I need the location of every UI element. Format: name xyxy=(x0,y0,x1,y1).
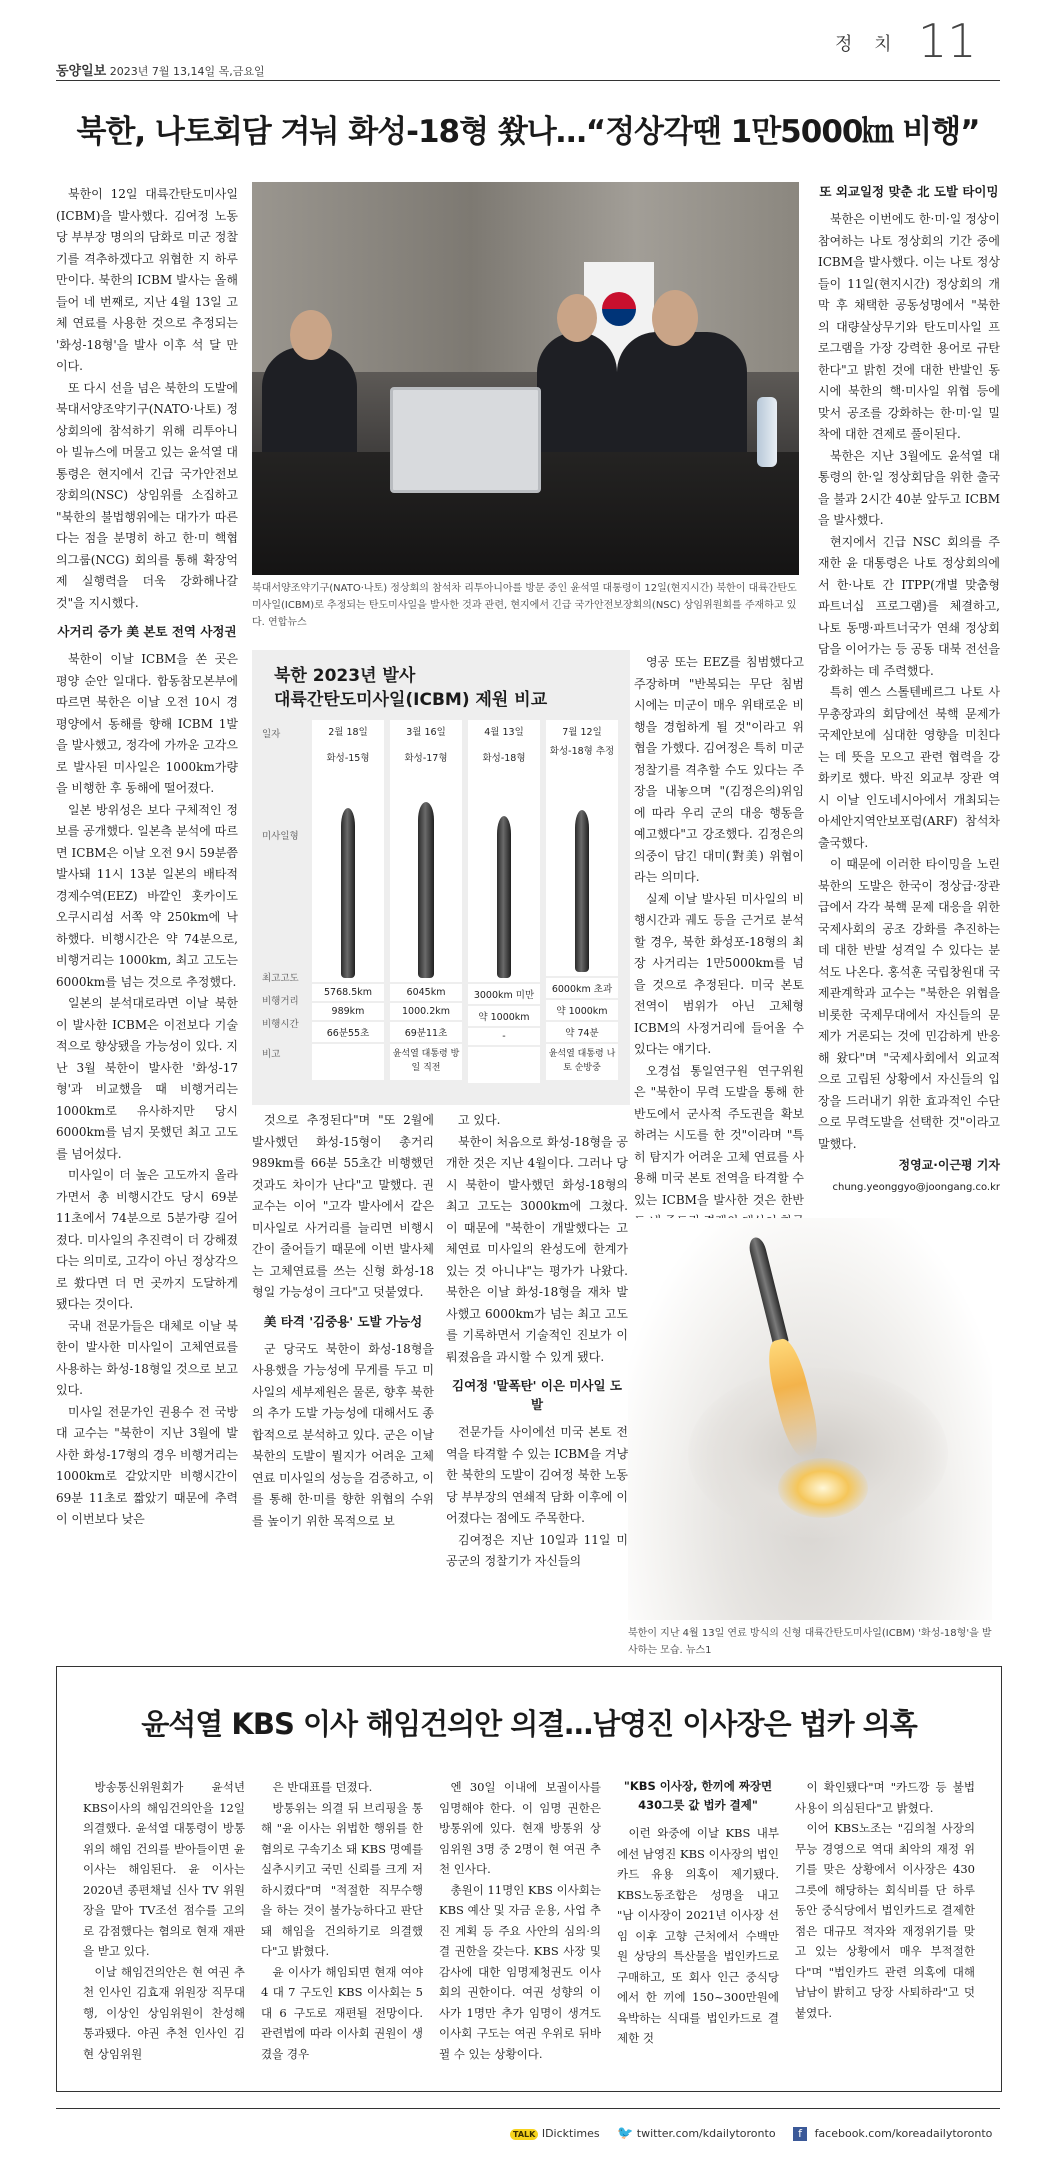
paragraph: 고 있다. xyxy=(458,1113,501,1127)
spec-name: 화성-18형 추정 xyxy=(546,742,618,782)
spec-column-hwasong18 xyxy=(468,720,540,1090)
spec-column-hwasong15 xyxy=(312,720,384,1090)
subheading: 또 외교일정 맞춘 北 도발 타이밍 xyxy=(819,184,999,199)
photo-missile-body xyxy=(747,1236,789,1347)
article-column-4 xyxy=(818,182,1000,1222)
spec-distance: 989km xyxy=(312,1003,384,1020)
spec-distance: 1000.2km xyxy=(390,1003,462,1020)
paragraph: 북한은 지난 3월에도 윤석열 대통령의 한·일 정상회담을 위한 출국을 불과 2시간 40분 앞두고 ICBM을 발사했다. xyxy=(818,448,1000,527)
paragraph: 북한이 이날 ICBM을 쏜 곳은 평양 순안 일대다. 합동참모본부에 따르면 북한은 이날 오전 10시 경 평양에서 동해를 향해 ICBM 1발을 발사했고, 정각에 가까운 고각으로 발사된 미사일은 1000km가량을 비행한 후 동해에 떨어졌다. xyxy=(56,652,238,795)
missile-hwasong15 xyxy=(341,808,355,978)
footer-social xyxy=(510,2126,992,2141)
spec-note xyxy=(468,1047,540,1083)
kbs-headline: 윤석열 KBS 이사 해임건의안 의결…남영진 이사장은 법카 의혹 xyxy=(141,1707,917,1741)
paragraph: 이날 해임건의안은 현 여권 추천 인사인 김효재 위원장 직무대행, 이상인 상임위원이 찬성해 통과됐다. 야권 추천 인사인 김현 상임위원 xyxy=(83,1964,245,2061)
paragraph: 것으로 추정된다"며 "또 2월에 발사했던 화성-15형이 총거리 989km를 66분 55초간 비행했던 것과도 차이가 난다"고 말했다. 권 교수는 이어 "고각 발사에서 같은 미사일로 사거리를 늘리면 비행시간이 줄어들기 때문에 이번 발사체는 고체연료를 쓰는 신형 화성-18형일 가능성이 크다"고 덧붙였다. xyxy=(252,1113,434,1299)
kbs-column-1 xyxy=(83,1777,245,2077)
paragraph: 일본의 분석대로라면 이날 북한이 발사한 ICBM은 이전보다 기술적으로 향상됐을 가능성이 있다. 지난 3월 북한이 발사한 '화성-17형'과 비교했을 때 비행거리는 1000km로 유사하지만 당시 6000km를 넘지 못했던 최고 고도를 넘어섰다. xyxy=(56,996,238,1161)
spec-altitude: 6000km 초과 xyxy=(546,978,618,998)
photo-person-middle xyxy=(537,332,617,462)
spec-name: 화성-18형 xyxy=(468,742,540,788)
spec-note: 윤석열 대통령 방일 직전 xyxy=(390,1044,462,1080)
twitter-icon: 🐦 xyxy=(617,2126,634,2141)
spec-date: 2월 18일 xyxy=(312,720,384,742)
missile-hwasong18-estimated xyxy=(575,810,589,972)
spec-date: 3월 16일 xyxy=(390,720,462,742)
paragraph: 이어 KBS노조는 "김의철 사장의 무능 경영으로 역대 최악의 재정 위기를 맞은 상황에서 이사장은 430그릇에 해당하는 회식비를 단 하루 동안 중식당에서 법인카드로 결제한 점은 대규모 적자와 재정위기를 맞고 있는 상황에서 매우 부적절한다"며 "법인카드 관련 의혹에 대해 남남이 밝히고 당장 사퇴하라"고 덧붙였다. xyxy=(795,1821,975,2020)
article-column-2 xyxy=(252,1110,434,1610)
paragraph: 영공 또는 EEZ를 침범했다고 주장하며 "반복되는 무단 침범 시에는 미군이 매우 위태로운 비행을 경험하게 될 것"이라고 위협을 가했다. 김여정은 특히 미군 정찰기를 격추할 수도 있다는 주장을 내놓으며 "(김정은의)위임에 따라 우리 군의 대응 행동을 예고했다"고 강조했다. 김정은의 의중이 담긴 대미(對美) 위협이라는 의미다. xyxy=(634,655,804,884)
byline-email: chung.yeonggyo@joongang.co.kr xyxy=(832,1181,1000,1193)
facebook-icon: f xyxy=(793,2127,807,2141)
paragraph: 미사일 전문가인 권용수 전 국방대 교수는 "북한이 지난 3월에 발사한 화성-17형의 경우 비행거리는 1000km로 같았지만 비행시간이 69분 11초로 짧았기 때문에 추력이 이번보다 낮은 xyxy=(56,1404,238,1526)
header-rule xyxy=(56,80,1000,81)
row-label-note: 비고 xyxy=(262,1049,281,1060)
spec-time: 66분55초 xyxy=(312,1022,384,1042)
photo-person-right-head xyxy=(652,290,698,346)
missile-hwasong18 xyxy=(497,816,511,978)
spec-distance: 약 1000km xyxy=(546,1000,618,1020)
paper-name: 동양일보 xyxy=(56,64,107,79)
photo-water-bottle xyxy=(757,397,777,467)
paragraph: 현지에서 긴급 NSC 회의를 주재한 윤 대통령은 나토 정상회의에서 한·나토 간 ITPP(개별 맞춤형 파트너십 프로그램)를 체결하고, 나토 동맹·파트너국가 연쇄 정상회담을 이어가는 등 공동 대북 전선을 강화하는 데 주력했다. xyxy=(818,534,1000,678)
paragraph: 북한은 이번에도 한·미·일 정상이 참여하는 나토 정상회의 기간 중에 ICBM을 발사했다. 이는 나토 정상들이 11일(현지시간) 정상회의 개막 후 채택한 공동성명에서 "북한의 대량살상무기와 탄도미사일 프로그램을 가장 강력한 용어로 규탄한다"고 밝힌 것에 대한 반발인 동시에 북한의 핵·미사일 위협 등에 맞서 공조를 강화하는 한·미·일 밀착에 대한 견제로 풀이된다. xyxy=(818,212,1000,441)
spec-name: 화성-17형 xyxy=(390,742,462,788)
subheading: 김여정 '말폭탄' 이은 미사일 도발 xyxy=(452,1378,622,1412)
paragraph: 이 확인됐다"며 "카드깡 등 불법 사용이 의심된다"고 밝혔다. xyxy=(795,1780,975,1815)
row-label-altitude: 최고고도 xyxy=(262,973,299,984)
main-headline: 북한, 나토회담 겨눠 화성-18형 쐈나…“정상각땐 1만5000㎞ 비행” xyxy=(76,114,980,150)
subheading: 사거리 증가 美 본토 전역 사정권 xyxy=(57,624,237,639)
masthead xyxy=(56,60,265,79)
spec-note xyxy=(312,1044,384,1080)
kakao-id[interactable]: IDicktimes xyxy=(541,2127,600,2140)
row-label-distance: 비행거리 xyxy=(262,996,299,1007)
paragraph: 총원이 11명인 KBS 이사회는 KBS 예산 및 자금 운용, 사업 추진 계획 등 주요 사안의 심의·의결 권한을 갖는다. KBS 사장 및 감사에 대한 임명제청권도 이사회의 권한이다. 여권 성향의 이사가 1명만 추가 임명이 생겨도 이사회 구도는 여권 우위로 뒤바뀔 수 있는 상황이다. xyxy=(439,1882,602,2061)
paragraph: 오경섭 통일연구원 연구위원은 "북한이 무력 도발을 통해 한반도에서 군사적 주도권을 확보하려는 시도를 한 것"이라며 "특히 탐지가 어려운 고체 연료를 사용해 미국 본토 전역을 타격할 수 있는 ICBM을 발사한 것은 한반 xyxy=(634,1063,804,1207)
photo-exhaust-flame xyxy=(778,1458,868,1518)
subheading: 美 타격 '김중용' 도발 가능성 xyxy=(263,1313,423,1329)
paragraph: 군 당국도 북한이 화성-18형을 사용했을 가능성에 무게를 두고 미사일의 세부제원은 물론, 향후 북한의 추가 도발 가능성에 대해서도 종합적으로 분석하고 있다. 군은 이날 북한의 도발이 뭘지가 어려운 고체 연료 미사일의 성능을 검증하고, 이를 통해 한·미를 향한 위협의 수위를 높이기 위한 목적으로 보 xyxy=(252,1341,434,1528)
paragraph: 엔 30일 이내에 보궐이사를 임명해야 한다. 이 임명 권한은 방통위에 있다. 현재 방통위 상임위원 3명 중 2명이 현 여권 추천 인사다. xyxy=(439,1780,601,1876)
photo-nsc-meeting xyxy=(252,182,799,575)
kbs-column-5 xyxy=(795,1777,975,2077)
spec-date: 4월 13일 xyxy=(468,720,540,742)
spec-distance: 약 1000km xyxy=(468,1006,540,1026)
article-column-1 xyxy=(56,184,238,1584)
spec-time: - xyxy=(468,1028,540,1045)
spec-column-hwasong18-estimated xyxy=(546,720,618,1090)
paragraph: 이 때문에 이러한 타이밍을 노린 북한의 도발은 한국이 정상급·장관급에서 각각 북핵 문제 대응을 위한 국제사회의 공조 강화를 추진하는 데 대한 반발 성격일 수 있다는 분석도 나온다. 홍석훈 국립창원대 국제관계학과 교수는 "북한은 위협을 비롯한 국제무대에서 자신들의 문제가 거론되는 것에 민감하게 반응해 왔다"며 "국제사회에서 외교적으로 고립된 상황에서 자신들의 입장을 드러내기 위한 효과적인 수단으로 무력도발을 선택한 것"이라고 말했다. xyxy=(818,857,1000,1151)
paragraph: 은 반대표를 던졌다. xyxy=(272,1780,373,1794)
spec-missile xyxy=(390,788,462,982)
spec-missile xyxy=(468,788,540,982)
photo-laptop xyxy=(390,387,541,493)
infobox-title-line2: 대륙간탄도미사일(ICBM) 제원 비교 xyxy=(274,690,548,710)
photo-caption-1: 북대서양조약기구(NATO·나토) 정상회의 참석차 리투아니아를 방문 중인 윤석열 대통령이 12일(현지시간) 북한이 대륙간탄도미사일(ICBM)로 추정되는 탄도미사일을 발사한 것과 관련, 현지에서 긴급 국가안전보장회의(NSC) 상임위원회를 주재하고 있다. 연합뉴스 xyxy=(252,583,797,628)
paragraph: 윤 이사가 해임되면 현재 여야 4 대 7 구도인 KBS 이사회는 5 대 6 구도로 재편될 전망이다. 관련법에 따라 이사회 권원이 생겼을 경우 xyxy=(261,1964,423,2061)
paragraph: 특히 옌스 스톨텐베르그 나토 사무총장과의 회담에선 북핵 문제가 국제안보에 심대한 영향을 미친다는 데 뜻을 모으고 관련 협력을 강화키로 했다. 박진 외교부 장관 역시 이날 인도네시아에서 개최되는 아세안지역안보포럼(ARF) 참석차 출국했다. xyxy=(818,685,1000,850)
section-label: 정 치 xyxy=(835,34,900,55)
missile-hwasong17 xyxy=(418,802,434,978)
paragraph: 국내 전문가들은 대체로 이날 북한이 발사한 미사일이 고체연료를 사용하는 화성-18형일 것으로 보고 있다. xyxy=(56,1318,238,1397)
paragraph: 이런 와중에 이날 KBS 내부에선 남영진 KBS 이사장의 법인카드 유용 의혹이 제기됐다. KBS노동조합은 성명을 내고 "남 이사장이 2021년 이사장 선임 이후 고향 근처에서 수백만 원 상당의 특산물을 법인카드로 구매하고, 또 회사 인근 중식당에서 한 끼에 150~300만원에 육박하는 식대를 법인카드로 결제한 것 xyxy=(617,1826,779,2045)
paragraph: 방송통신위원회가 윤석년 KBS이사의 해임건의안을 12일 의결했다. 윤석열 대통령이 방통위의 해임 건의를 받아들이면 윤 이사는 해임된다. 윤 이사는 2020년 종편채널 신사 TV 위원장을 맡아 TV조선 점수를 고의로 감점했다는 혐의로 현재 재판을 받고 있다. xyxy=(83,1780,245,1958)
paragraph: 또 다시 선을 넘은 북한의 도발에 북대서양조약기구(NATO·나토) 정상회의에 참석하기 위해 리투아니아 빌뉴스에 머물고 있는 윤석열 대통령은 현지에서 긴급 국가안전보장회의(NSC) 상임위를 소집하고 "북한의 불법행위에는 대가가 따른다는 점을 분명히 하고 한·미 핵협의그룹(NCG) 회의를 통해 확장억제 실행력을 더욱 강화해나갈 것"을 지시했다. xyxy=(56,380,238,610)
issue-date: 2023년 7월 13,14일 목,금요일 xyxy=(109,65,265,78)
paragraph: 김여정은 지난 10일과 11일 미 공군의 정찰기가 자신들의 xyxy=(446,1532,628,1568)
paragraph: 전문가들 사이에선 미국 본토 전역을 타격할 수 있는 ICBM을 겨냥한 북한의 도발이 김여정 북한 노동당 부부장의 연쇄적 담화 이후에 이어졌다는 점에도 주목한다. xyxy=(446,1425,628,1525)
photo-caption-2: 북한이 지난 4월 13일 연료 방식의 신형 대륙간탄도미사일(ICBM) '화성-18형'을 발사하는 모습. 뉴스1 xyxy=(628,1628,992,1656)
spec-altitude: 3000km 미만 xyxy=(468,984,540,1004)
infobox-title-line1: 북한 2023년 발사 xyxy=(274,666,416,686)
spec-name: 화성-15형 xyxy=(312,742,384,788)
row-label-time: 비행시간 xyxy=(262,1019,299,1030)
photo-missile-launch xyxy=(628,1218,992,1620)
spec-date: 7월 12일 xyxy=(546,720,618,742)
subheading: "KBS 이사장, 한끼에 짜장면 430그릇 값 법카 결제" xyxy=(623,1779,773,1812)
spec-note: 윤석열 대통령 나토 순방중 xyxy=(546,1044,618,1080)
paragraph: 실제 이날 발사된 미사일의 비행시간과 궤도 등을 근거로 분석할 경우, 북한 화성포-18형의 최장 사거리는 1만5000km를 넘을 것으로 추정된다. 미국 본토 전역이 범위가 아닌 고체형 ICBM의 사정거리에 들어올 수 있다는 얘기다. xyxy=(634,891,804,1056)
paragraph: 방통위는 의결 뒤 브리핑을 통해 "윤 이사는 위법한 행위를 한 혐의로 구속기소 돼 KBS 명예를 실추시키고 국민 신뢰를 크게 저하시켰다"며 "적절한 직무수행을 하는 것이 불가능하다고 판단돼 해임을 건의하기로 의결했다"고 밝혔다. xyxy=(261,1800,423,1958)
spec-altitude: 5768.5km xyxy=(312,984,384,1001)
facebook-link[interactable]: facebook.com/koreadailytoronto xyxy=(814,2127,993,2140)
article-column-3 xyxy=(446,1110,628,1610)
photo-person-left-head xyxy=(290,310,332,360)
spec-missile xyxy=(312,788,384,982)
kbs-column-2 xyxy=(261,1777,423,2077)
kbs-article-box xyxy=(56,1666,1002,2092)
page-number: 11 xyxy=(918,14,977,68)
kbs-column-3 xyxy=(439,1777,601,2077)
spec-altitude: 6045km xyxy=(390,984,462,1001)
byline: 정영교·이근평 기자 xyxy=(898,1158,1000,1172)
spec-time: 약 74분 xyxy=(546,1022,618,1042)
kakao-icon: TALK xyxy=(510,2129,538,2140)
spec-column-hwasong17 xyxy=(390,720,462,1090)
twitter-link[interactable]: twitter.com/kdailytoronto xyxy=(636,2127,776,2140)
photo-person-middle-head xyxy=(557,294,597,342)
paragraph: 일본 방위성은 보다 구체적인 정보를 공개했다. 일본측 분석에 따르면 ICBM은 이날 오전 9시 59분쯤 발사돼 11시 13분 일본의 배타적경제수역(EEZ) 바깥인 홋카이도 오쿠시리섬 서쪽 약 250km에 낙하했다. 비행시간은 약 74분으로, 비행거리는 1000km, 최고 고도는 6000km를 넘는 것으로 추정했다. xyxy=(56,802,238,989)
photo-person-right xyxy=(617,332,747,472)
row-label-date: 일자 xyxy=(262,729,281,740)
spec-time: 69분11초 xyxy=(390,1022,462,1042)
paragraph: 북한이 12일 대륙간탄도미사일(ICBM)을 발사했다. 김여정 노동당 부부장 명의의 담화로 미군 정찰기를 격추하겠다고 위협한 지 하루 만이다. 북한의 ICBM 발사는 올해 들어 네 번째로, 지난 4월 13일 고체 연료를 사용한 것으로 추정되는 '화성-18형'을 발사 이후 석 달 만이다. xyxy=(56,187,238,373)
footer-rule xyxy=(56,2108,1000,2109)
paragraph: 북한이 처음으로 화성-18형을 공개한 것은 지난 4월이다. 그러나 당시 북한이 발사했던 화성-18형의 최고 고도는 3000km에 그쳤다. 이 때문에 "북한이 개발했다는 고체연료 미사일의 완성도에 한계가 있는 것 아니냐"는 평가가 나왔다. 북한은 이날 화성-18형을 재차 발사했고 6000km가 넘는 최고 고도를 기록하면서 기술적인 진보가 이뤄졌음을 과시할 수 있게 됐다. xyxy=(446,1134,628,1364)
spec-missile xyxy=(546,782,618,976)
kbs-column-4 xyxy=(617,1777,779,2077)
icbm-spec-table xyxy=(252,650,630,1105)
article-column-3-top xyxy=(634,652,804,1242)
row-label-missile: 미사일형 xyxy=(262,831,299,842)
paragraph: 미사일이 더 높은 고도까지 올라가면서 총 비행시간도 당시 69분 11초에서 74분으로 5분가량 길어졌다. 미사일의 추진력이 더 강해졌다는 의미로, 고각이 아닌 정상각으로 쐈다면 더 먼 곳까지 도달하게 됐다는 것이다. xyxy=(56,1168,238,1311)
